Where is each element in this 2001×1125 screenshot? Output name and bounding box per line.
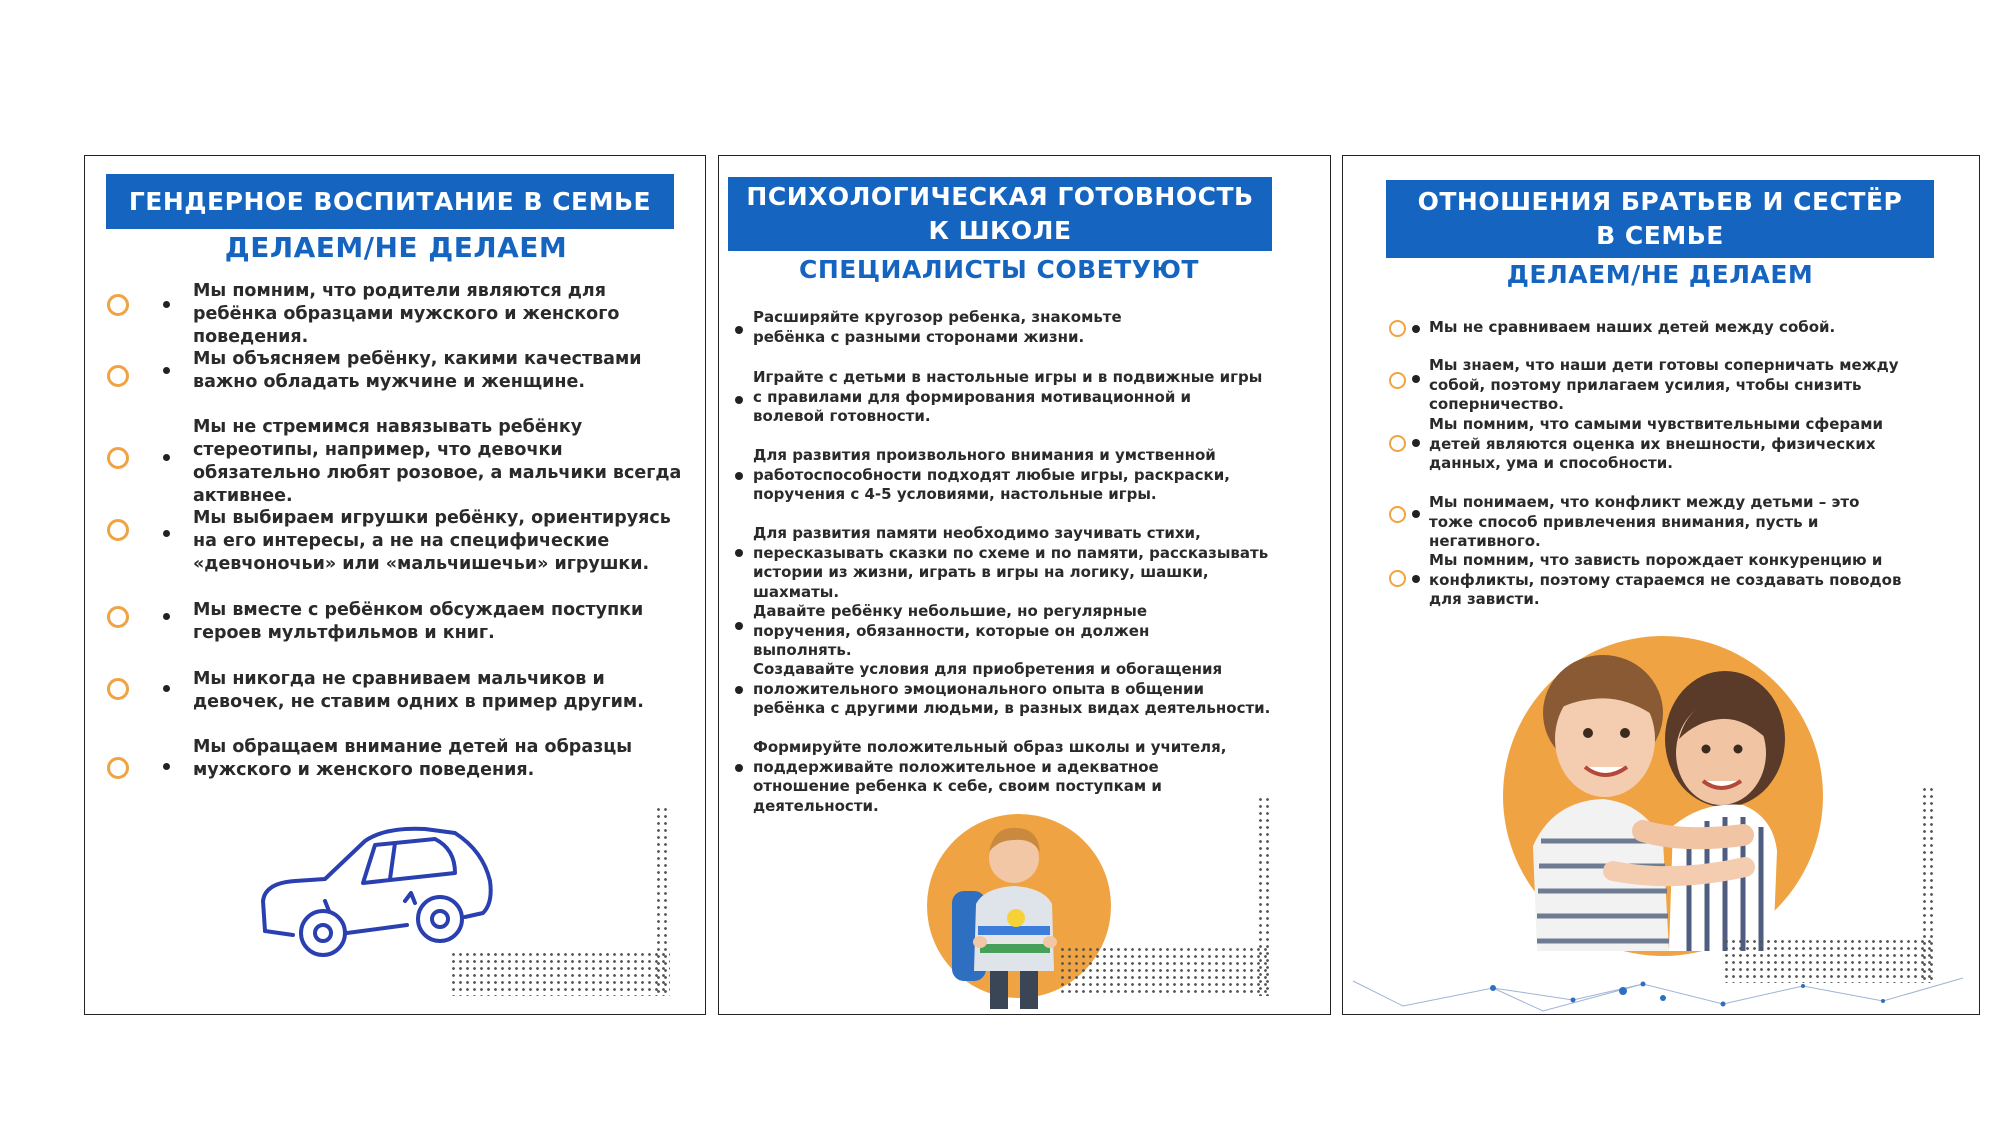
- ring-bullet-icon: [107, 757, 129, 779]
- card-subtitle: ДЕЛАЕМ/НЕ ДЕЛАЕМ: [1506, 260, 1814, 289]
- list-item-text: Давайте ребёнку небольшие, но регулярные поручения, обязанности, которые он должен выполнять.: [753, 602, 1150, 659]
- network-decoration-icon: [1343, 966, 1980, 1015]
- ring-bullet-icon: [107, 519, 129, 541]
- card-title-line: ПСИХОЛОГИЧЕСКАЯ ГОТОВНОСТЬ: [746, 182, 1254, 211]
- list-item-text: Мы помним, что зависть порождает конкуренцию и конфликты, поэтому стараемся не создавать поводов для зависти.: [1429, 551, 1902, 608]
- ring-bullet-icon: [107, 678, 129, 700]
- dot-bullet-icon: [163, 301, 170, 308]
- dot-pattern: [1257, 796, 1271, 996]
- dot-pattern: [1921, 786, 1935, 982]
- dot-pattern: [1059, 946, 1269, 996]
- card-subtitle: ДЕЛАЕМ/НЕ ДЕЛАЕМ: [224, 231, 568, 264]
- card-siblings-relations: [1342, 155, 1980, 1015]
- ring-bullet-icon: [107, 294, 129, 316]
- ring-bullet-icon: [1389, 506, 1406, 523]
- list-item-text: Мы знаем, что наши дети готовы соперничать между собой, поэтому прилагаем усилия, чтобы снизить соперничество.: [1429, 356, 1899, 413]
- list-item-text: Мы выбираем игрушки ребёнку, ориентируясь на его интересы, а не на специфические «девчоночьи» или «мальчишечьи» игрушки.: [193, 508, 671, 574]
- dot-bullet-icon: [735, 472, 743, 480]
- ring-bullet-icon: [1389, 570, 1406, 587]
- card-title-text: ГЕНДЕРНОЕ ВОСПИТАНИЕ В СЕМЬЕ: [128, 186, 652, 216]
- card-title-line: ОТНОШЕНИЯ БРАТЬЕВ И СЕСТЁР: [1417, 187, 1903, 216]
- dot-bullet-icon: [163, 530, 170, 537]
- list-item-text: Создавайте условия для приобретения и обогащения положительного эмоционального опыта в общении ребёнка с другими людьми, в разных видах деятельности.: [753, 660, 1271, 717]
- list-item-text: Мы не стремимся навязывать ребёнку стереотипы, например, что девочки обязательно любят розовое, а мальчики всегда активнее.: [193, 417, 682, 506]
- list-item-text: Для развития произвольного внимания и умственной работоспособности подходят любые игры, раскраски, поручения с 4-5 условиями, настольные игры.: [753, 446, 1230, 503]
- list-item-text: Мы понимаем, что конфликт между детьми – это тоже способ привлечения внимания, пусть и негативного.: [1429, 493, 1860, 550]
- dot-bullet-icon: [735, 622, 743, 630]
- dot-bullet-icon: [1412, 325, 1420, 333]
- dot-bullet-icon: [163, 613, 170, 620]
- dot-bullet-icon: [735, 686, 743, 694]
- card-title: [106, 174, 674, 229]
- dot-pattern: [450, 951, 670, 996]
- dot-bullet-icon: [1412, 439, 1420, 447]
- card-title: [728, 177, 1272, 251]
- dot-bullet-icon: [735, 396, 743, 404]
- dot-bullet-icon: [163, 454, 170, 461]
- dot-bullet-icon: [163, 367, 170, 374]
- dot-bullet-icon: [1412, 575, 1420, 583]
- dot-bullet-icon: [163, 763, 170, 770]
- card-subtitle: СПЕЦИАЛИСТЫ СОВЕТУЮТ: [799, 255, 1199, 284]
- hugging-children-photo: [1493, 621, 1823, 956]
- card-gender-upbringing: [84, 155, 706, 1015]
- list-item-text: Для развития памяти необходимо заучивать стихи, пересказывать сказки по схеме и по памяти, рассказывать истории из жизни, играть в игры на логику, шашки, шахматы.: [753, 524, 1269, 601]
- dot-bullet-icon: [735, 764, 743, 772]
- ring-bullet-icon: [107, 447, 129, 469]
- list-item-text: Играйте с детьми в настольные игры и в подвижные игры с правилами для формирования мотивационной и волевой готовности.: [753, 368, 1263, 425]
- dot-bullet-icon: [735, 549, 743, 557]
- list-item-text: Мы помним, что родители являются для ребёнка образцами мужского и женского поведения.: [193, 281, 620, 347]
- card-title-line: В СЕМЬЕ: [1596, 221, 1724, 250]
- list-item-text: Формируйте положительный образ школы и учителя, поддерживайте положительное и адекватное отношение ребенка к себе, своим поступкам и деятельности.: [753, 738, 1227, 815]
- ring-bullet-icon: [1389, 372, 1406, 389]
- ring-bullet-icon: [1389, 435, 1406, 452]
- card-title-line: К ШКОЛЕ: [928, 216, 1072, 245]
- list-item-text: Мы вместе с ребёнком обсуждаем поступки героев мультфильмов и книг.: [193, 600, 644, 643]
- ring-bullet-icon: [107, 365, 129, 387]
- list-item-text: Мы никогда не сравниваем мальчиков и девочек, не ставим одних в пример другим.: [193, 669, 644, 712]
- list-item-text: Мы объясняем ребёнку, какими качествами важно обладать мужчине и женщине.: [193, 349, 642, 392]
- card-title: [1386, 180, 1934, 258]
- list-item-text: Расширяйте кругозор ребенка, знакомьте ребёнка с разными сторонами жизни.: [753, 308, 1122, 346]
- list-item-text: Мы обращаем внимание детей на образцы мужского и женского поведения.: [193, 737, 633, 780]
- dot-bullet-icon: [735, 326, 743, 334]
- list-item-text: Мы не сравниваем наших детей между собой.: [1429, 318, 1836, 336]
- dot-bullet-icon: [1412, 375, 1420, 383]
- car-drawing-icon: [255, 821, 505, 966]
- list-item-text: Мы помним, что самыми чувствительными сферами детей являются оценка их внешности, физических данных, ума и способности.: [1429, 415, 1884, 472]
- dot-bullet-icon: [163, 685, 170, 692]
- dot-pattern: [655, 806, 670, 996]
- ring-bullet-icon: [107, 606, 129, 628]
- card-school-readiness: [718, 155, 1331, 1015]
- ring-bullet-icon: [1389, 320, 1406, 337]
- dot-bullet-icon: [1412, 510, 1420, 518]
